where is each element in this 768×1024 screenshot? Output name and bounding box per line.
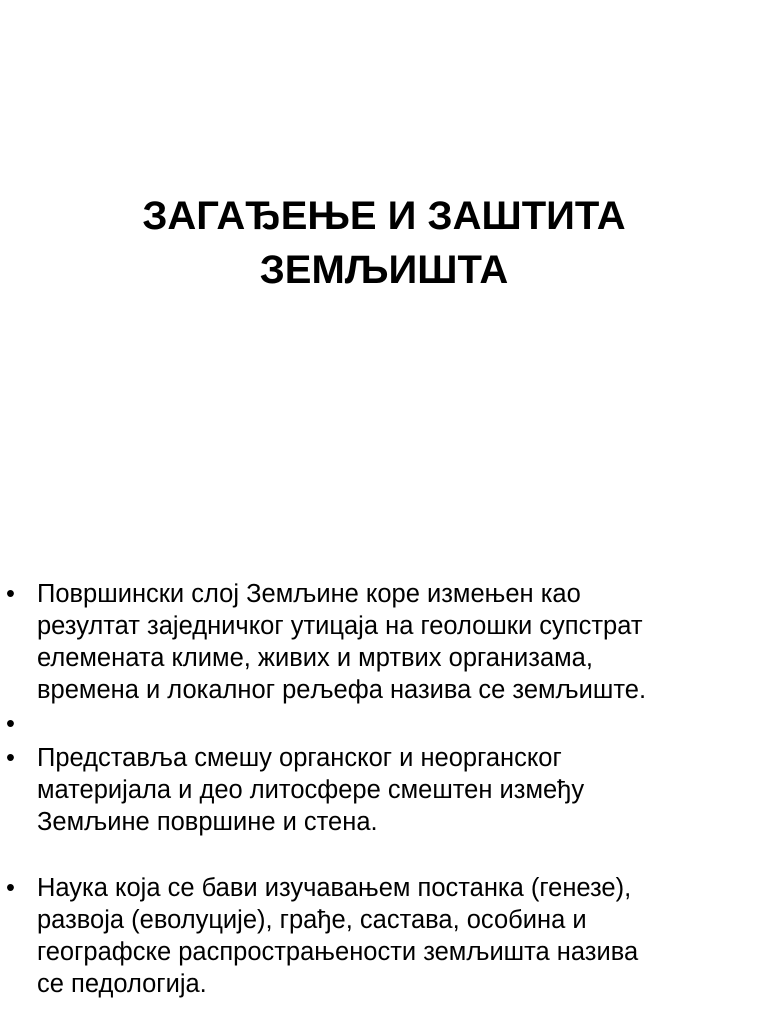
- spacer: [0, 838, 768, 872]
- bullet-line: • Представља смешу органског и неорганског: [37, 744, 562, 772]
- bullet-line: развоја (еволуције), грађе, састава, особина и: [37, 906, 587, 934]
- bullet-line: [37, 708, 758, 740]
- bullet-line: времена и локалног рељефа назива се земљиште.: [37, 676, 647, 704]
- bullet-item-soil-definition: [0, 578, 768, 706]
- bullet-line: • Наука која се бави изучавањем постанка (генезе),: [37, 874, 632, 902]
- bullet-line: се педологија.: [37, 970, 207, 998]
- bullet-line: Земљине површине и стена.: [37, 808, 378, 836]
- bullet-line: резултат заједничког утицаја на геолошки супстрат: [37, 612, 643, 640]
- slide-title: [40, 189, 728, 297]
- slide-title-line-1: ЗАГАЂЕЊЕ И ЗАШТИТА: [142, 194, 626, 238]
- bullet-line: • Површински слој Земљине коре измењен као: [37, 580, 581, 608]
- bullet-line: елемената климе, живих и мртвих организама,: [37, 644, 593, 672]
- bullet-line: материјала и део литосфере смештен између: [37, 776, 585, 804]
- slide-title-line-2: ЗЕМЉИШТА: [259, 248, 509, 292]
- bullet-item-empty: [0, 708, 768, 740]
- bullet-list: [0, 578, 768, 1000]
- bullet-line: географске распрострањености земљишта назива: [37, 938, 639, 966]
- bullet-item-pedology: [0, 872, 768, 1000]
- bullet-item-soil-composition: [0, 742, 768, 838]
